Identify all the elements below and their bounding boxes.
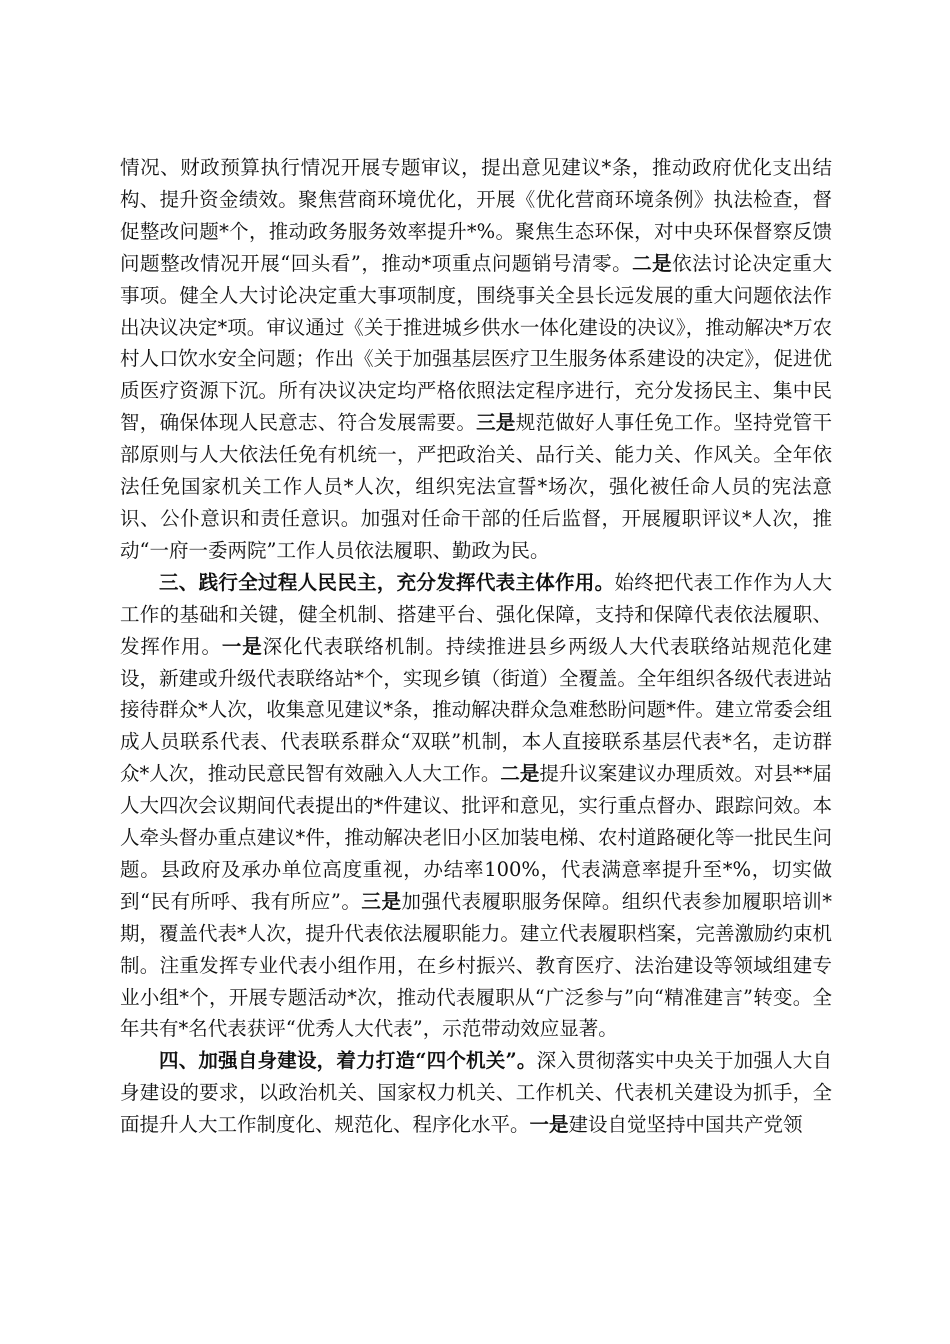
document-body (120, 152, 832, 1141)
text-run: 情况、财政预算执行情况开展专题审议，提出意见建议*条，推动政府优化支出结构、提升资金绩效。聚焦营商环境优化，开展《优化营商环境条例》执法检查，督促整改问题*个，推动政务服务效率提升*%。聚焦生态环保，对中央环保督察反馈问题整改情况开展“回头看”，推动*项重点问题销号清零。 (120, 156, 832, 275)
text-run: 规范做好人事任免工作。坚持党管干部原则与人大依法任免有机统一，严把政治关、品行关、能力关、作风关。全年依法任免国家机关工作人员*人次，组织宪法宣誓*场次，强化被任命人员的宪法意识、公仆意识和责任意识。加强对任命干部的任后监督，开展履职评议*人次，推动“一府一委两院”工作人员依法履职、勤政为民。 (120, 411, 832, 562)
bold-text-run: 二是 (500, 762, 540, 786)
bold-text-run: 三、践行全过程人民民主，充分发挥代表主体作用。 (159, 570, 615, 594)
bold-text-run: 一是 (221, 634, 263, 658)
text-run: 始终把代表工作作为人大工作的基础和关键，健全机制、搭建平台、强化保障，支持和保障代表依法履职、发挥作用。 (120, 570, 832, 658)
paragraph (120, 152, 832, 567)
text-run: 加强代表履职服务保障。组织代表参加履职培训*期，覆盖代表*人次，提升代表依法履职能力。建立代表履职档案，完善激励约束机制。注重发挥专业代表小组作用，在乡村振兴、教育医疗、法治建设等领域组建专业小组*个，开展专题活动*次，推动代表履职从“广泛参与”向“精准建言”转变。全年共有*名代表获评“优秀人大代表”，示范带动效应显著。 (120, 889, 832, 1041)
bold-text-run: 三是 (476, 411, 516, 435)
text-run: 提升议案建议办理质效。对县**届人大四次会议期间代表提出的*件建议、批评和意见，实行重点督办、跟踪问效。本人牵头督办重点建议*件，推动解决老旧小区加装电梯、农村道路硬化等一批民生问题。县政府及承办单位高度重视，办结率100%，代表满意率提升至*%，切实做到“民有所呼、我有所应”。 (120, 762, 832, 913)
text-run: 依法讨论决定重大事项。健全人大讨论决定重大事项制度，围绕事关全县长远发展的重大问题依法作出决议决定*项。审议通过《关于推进城乡供水一体化建设的决议》，推动解决*万农村人口饮水安全问题；作出《关于加强基层医疗卫生服务体系建设的决定》，促进优质医疗资源下沉。所有决议决定均严格依照法定程序进行，充分发扬民主、集中民智，确保体现人民意志、符合发展需要。 (120, 251, 832, 435)
paragraph (120, 567, 832, 1046)
text-run: 深化代表联络机制。持续推进县乡两级人大代表联络站规范化建设，新建或升级代表联络站*个，实现乡镇（街道）全覆盖。全年组织各级代表进站接待群众*人次，收集意见建议*条，推动解决群众急难愁盼问题*件。建立常委会组成人员联系代表、代表联系群众“双联”机制，本人直接联系基层代表*名，走访群众*人次，推动民意民智有效融入人大工作。 (120, 634, 832, 786)
bold-text-run: 一是 (529, 1113, 569, 1137)
bold-text-run: 四、加强自身建设，着力打造“四个机关”。 (159, 1049, 537, 1073)
paragraph (120, 1045, 832, 1141)
bold-text-run: 三是 (361, 889, 402, 913)
text-run: 深入贯彻落实中央关于加强人大自身建设的要求，以政治机关、国家权力机关、工作机关、代表机关建设为抓手，全面提升人大工作制度化、规范化、程序化水平。 (120, 1049, 832, 1137)
bold-text-run: 二是 (632, 251, 673, 275)
text-run: 建设自觉坚持中国共产党领 (568, 1113, 803, 1137)
